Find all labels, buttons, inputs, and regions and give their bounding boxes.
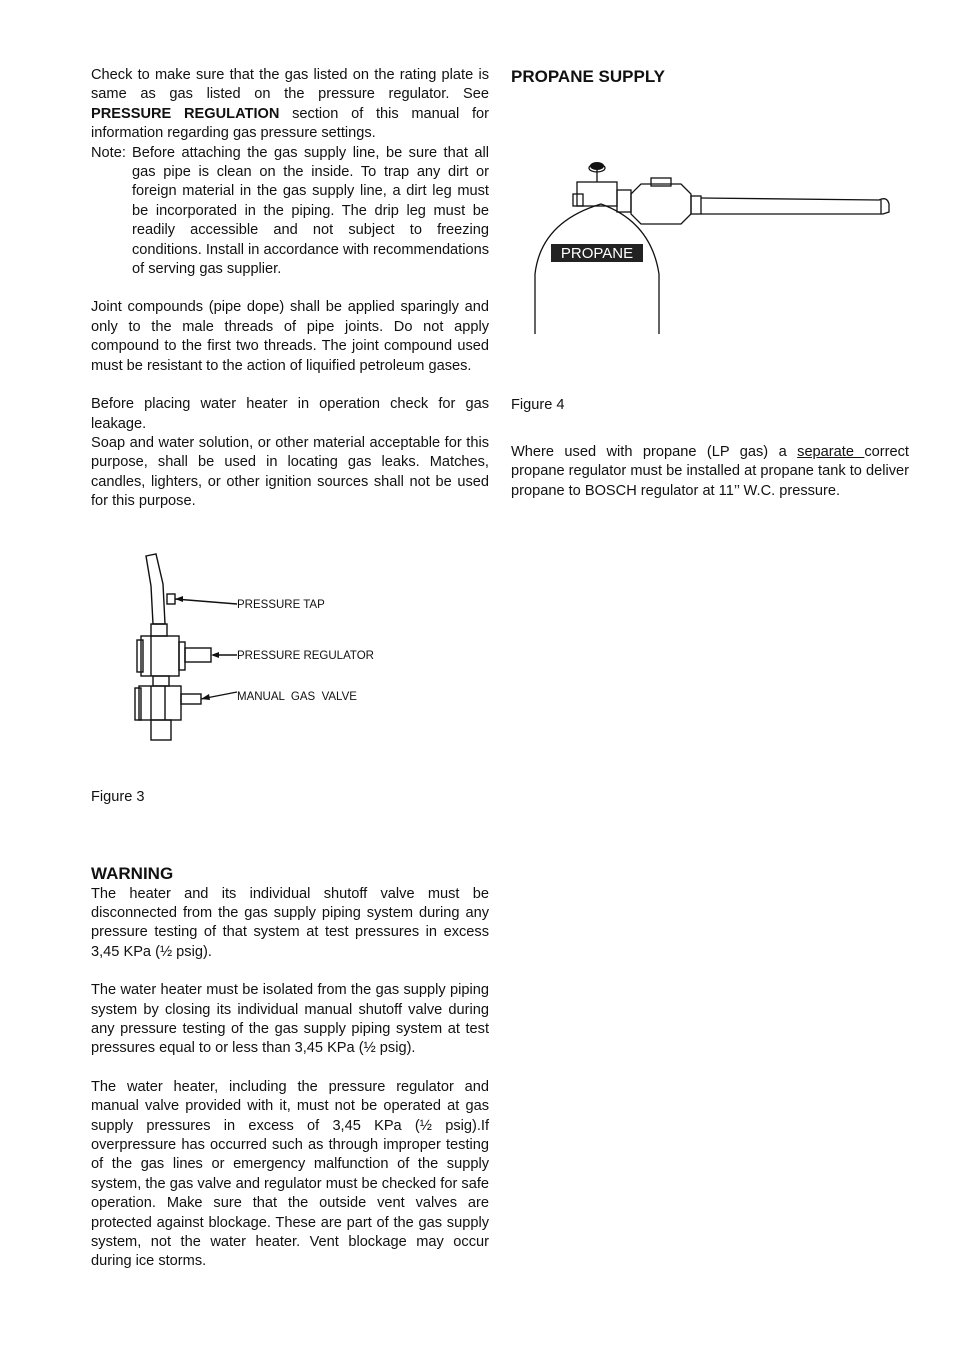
figure-4-caption: Figure 4 xyxy=(511,397,565,413)
note-text: Before attaching the gas supply line, be sure that all gas pipe is clean on the inside. To trap any dirt or foreign material in the gas supply line, a dirt leg must be incorporated in the piping. The drip leg must be readily accessible and not subject to freezing conditions. Install in accordance with recommendations of serving gas supplier. xyxy=(132,144,489,278)
figure-3-caption: Figure 3 xyxy=(91,788,145,805)
paragraph-soap-solution: Soap and water solution, or other material acceptable for this purpose, shall be used in locating gas leaks. Matches, candles, lighters, or other ignition sources shall not be used for this purpose. xyxy=(91,434,489,510)
left-column xyxy=(91,66,489,1272)
label-pressure-tap: PRESSURE TAP xyxy=(237,598,325,611)
warning-paragraph-2: The water heater must be isolated from the gas supply piping system by closing its individual manual shutoff valve during any pressure testing of the gas supply piping system at test pressures equal to or less than 3,45 KPa (½ psig). xyxy=(91,982,489,1057)
figure-3 xyxy=(91,544,489,764)
tank-label-propane: PROPANE xyxy=(560,245,634,262)
label-manual-gas-valve: MANUAL GAS VALVE xyxy=(237,690,357,703)
label-pressure-regulator: PRESSURE REGULATOR xyxy=(237,649,374,662)
gas-valve-illustration xyxy=(91,544,489,764)
paragraph-propane-regulator: Where used with propane (LP gas) a separate correct propane regulator must be installed at propane tank to deliver propane to BOSCH regulator at 11’’ W.C. pressure. xyxy=(511,444,909,499)
paragraph-joint-compounds: Joint compounds (pipe dope) shall be applied sparingly and only to the male threads of pipe joints. Do not apply compound to the first two threads. The joint compound used must be resistant to the action of liquified petroleum gases. xyxy=(91,299,489,374)
note-label: Note: xyxy=(91,144,126,161)
pressure-regulation-ref: PRESSURE REGULATION xyxy=(91,105,280,122)
right-column xyxy=(511,66,909,501)
warning-heading: WARNING xyxy=(91,863,174,883)
paragraph-check-leakage: Before placing water heater in operation check for gas leakage. xyxy=(91,396,489,432)
figure-4 xyxy=(511,144,909,404)
warning-paragraph-1: The heater and its individual shutoff valve must be disconnected from the gas supply piping system during any pressure testing of that system at test pressures in excess 3,45 KPa (½ psig). xyxy=(91,885,489,960)
warning-paragraph-3: The water heater, including the pressure regulator and manual valve provided with it, must not be operated at gas supply pressures in excess of 3,45 KPa (½ psig).If overpressure has occurred such as through improper testing of the gas lines or emergency malfunction of the supply system, the gas valve and regulator must be checked for safe operation. Make sure that the outside vent valves are protected against blockage. These are part of the gas supply system, not the water heater. Vent blockage may occur during ice storms. xyxy=(91,1078,489,1270)
separate-underline: separate xyxy=(797,444,865,460)
propane-tank-illustration xyxy=(511,144,909,344)
propane-supply-heading: PROPANE SUPPLY xyxy=(511,67,665,86)
note-block xyxy=(91,144,489,280)
paragraph-rating-plate: Check to make sure that the gas listed on the rating plate is same as gas listed on the pressure regulator. See PRESSURE REGULATION section of this manual for information regarding gas pressure settings. xyxy=(91,67,489,142)
